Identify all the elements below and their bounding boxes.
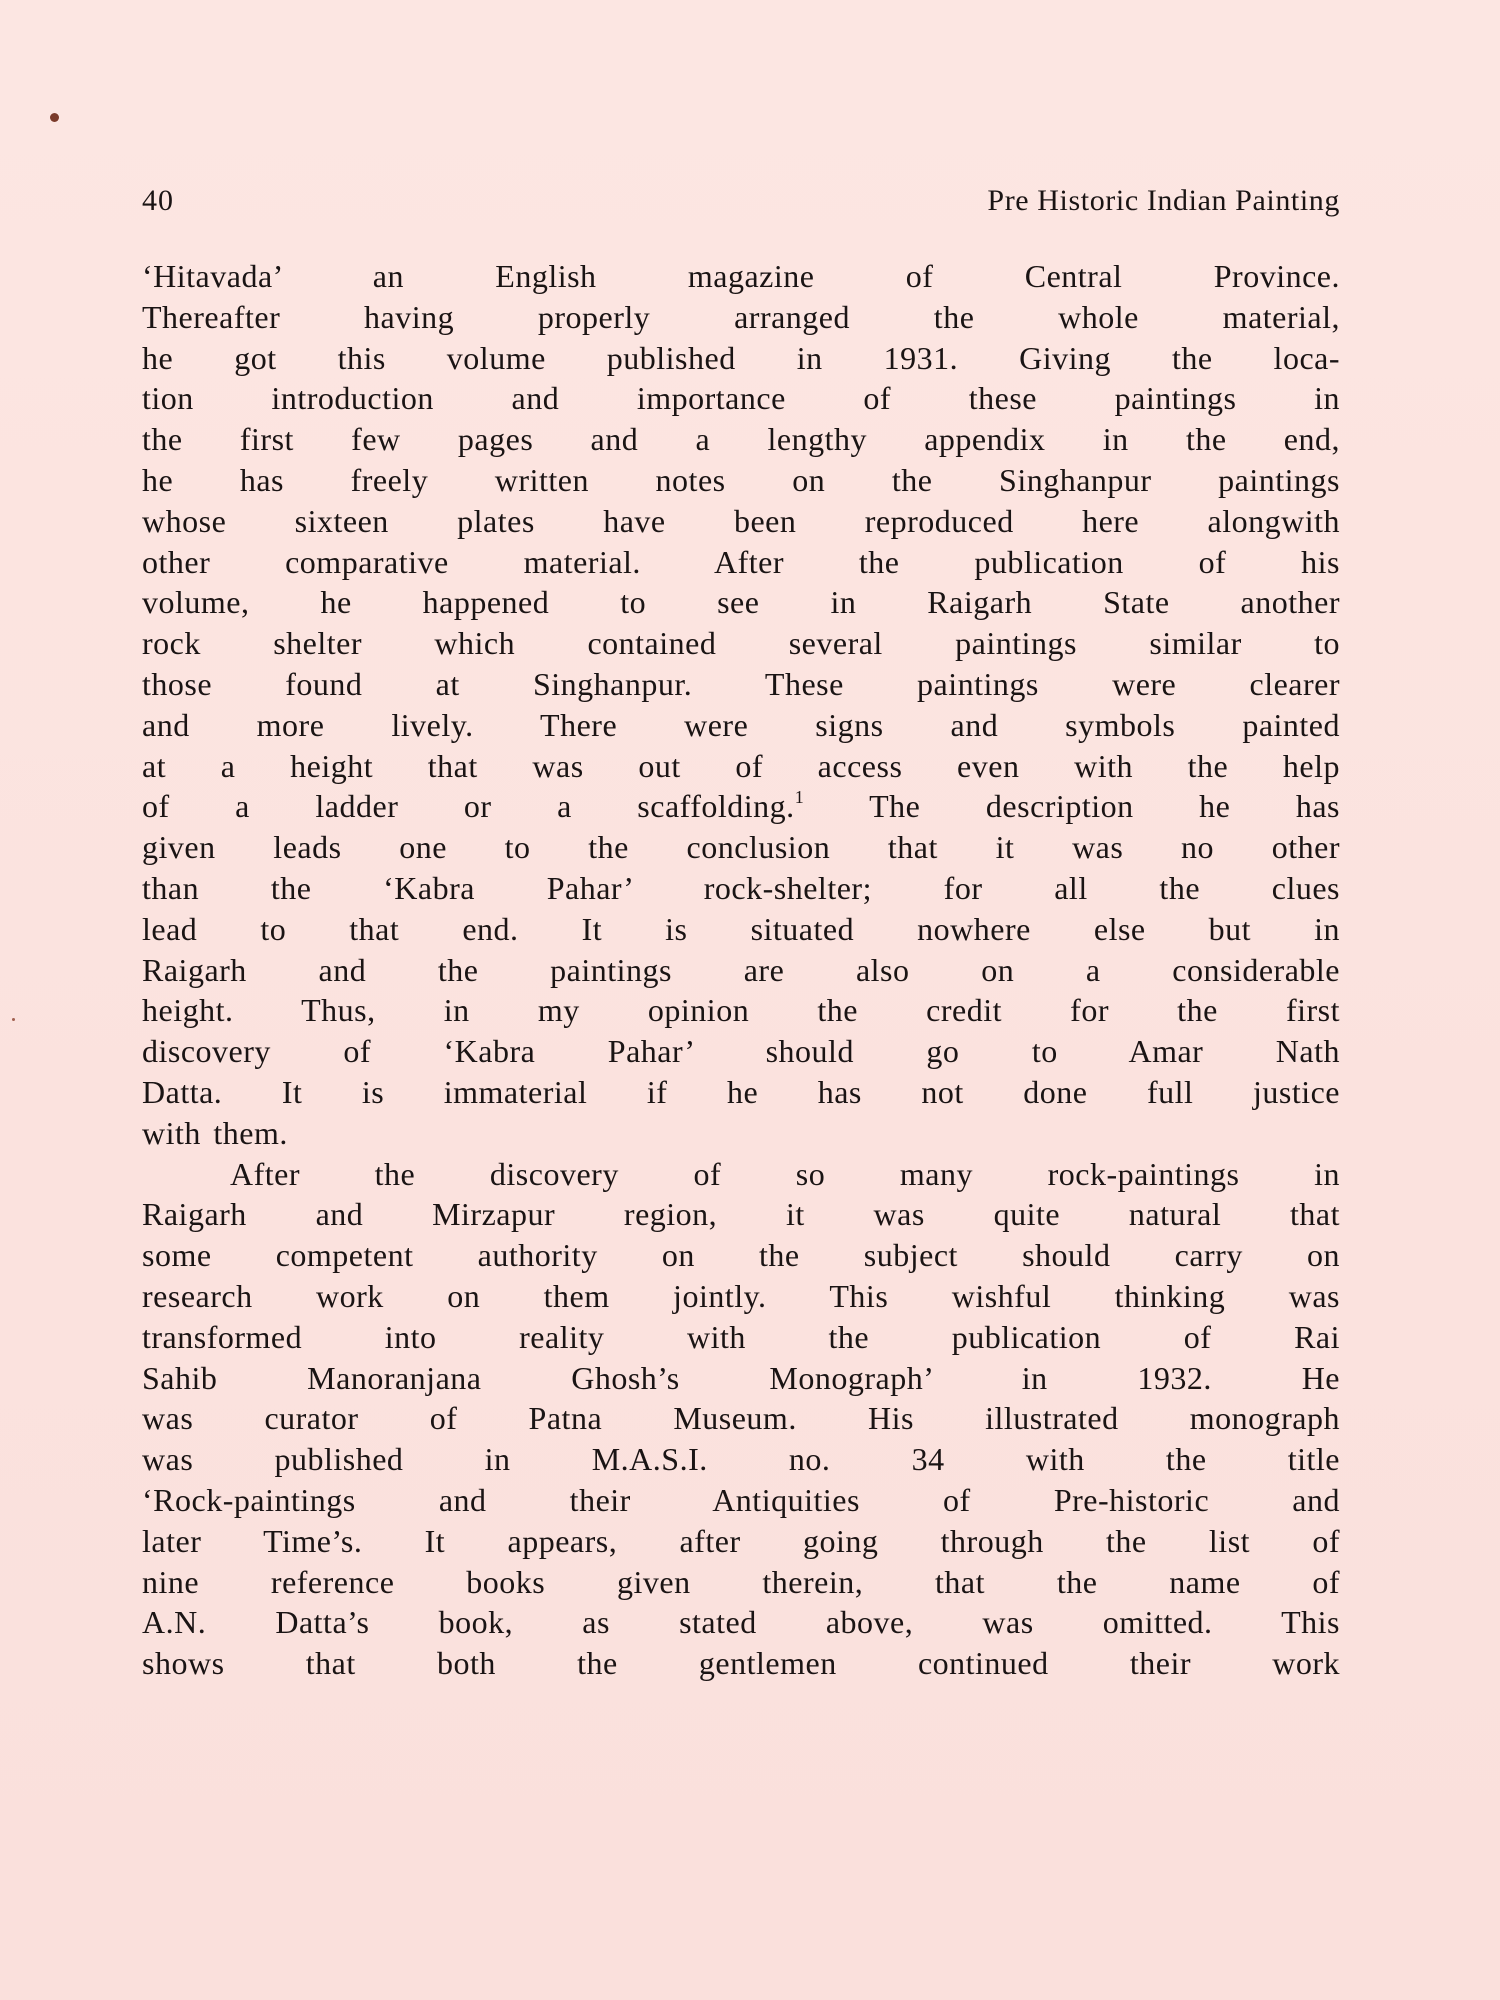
text-segment: The description he has [804,788,1341,825]
text-line: discovery of ‘Kabra Pahar’ should go to Amar Nath [142,1033,1340,1070]
text-line: than the ‘Kabra Pahar’ rock-shelter; for all the clues [142,869,1340,906]
text-line: rock shelter which contained several paintings similar to [142,625,1340,662]
text-line: other comparative material. After the publication of his [142,543,1340,580]
text-line-with-footnote [142,786,1340,827]
page-number: 40 [142,184,174,217]
text-line: After the discovery of so many rock-paintings in [230,1155,1340,1192]
text-line: was curator of Patna Museum. His illustrated monograph [142,1400,1340,1437]
text-line: tion introduction and importance of these paintings in [142,380,1340,417]
footnote-marker[interactable]: 1 [794,787,805,808]
text-line: research work on them jointly. This wishful thinking was [142,1277,1340,1314]
paragraph-2 [142,1154,1340,1684]
text-line: Raigarh and Mirzapur region, it was quite natural that [142,1196,1340,1233]
running-title: Pre Historic Indian Painting [987,184,1340,217]
text-line: transformed into reality with the publication of Rai [142,1318,1340,1355]
text-line: lead to that end. It is situated nowhere else but in [142,910,1340,947]
text-line: volume, he happened to see in Raigarh State another [142,584,1340,621]
text-line: shows that both the gentlemen continued their work [142,1645,1340,1682]
text-line: some competent authority on the subject should carry on [142,1237,1340,1274]
body-text [142,256,1340,1684]
text-line: ‘Hitavada’ an English magazine of Central Province. [142,258,1340,294]
text-line: Sahib Manoranjana Ghosh’s Monograph’ in 1932. He [142,1359,1340,1396]
ink-speck [12,1018,15,1021]
ink-speck [50,113,59,122]
text-line: the first few pages and a lengthy appendix in the end, [142,421,1340,458]
text-line: ‘Rock-paintings and their Antiquities of Pre-historic and [142,1481,1340,1518]
text-line: those found at Singhanpur. These paintings were clearer [142,665,1340,702]
text-line: given leads one to the conclusion that it was no other [142,829,1340,866]
text-line: and more lively. There were signs and symbols painted [142,706,1340,743]
page-header [142,181,1340,221]
text-line: Datta. It is immaterial if he has not done full justice [142,1073,1340,1110]
text-line: was published in M.A.S.I. no. 34 with the title [142,1441,1340,1478]
text-line: later Time’s. It appears, after going through the list of [142,1522,1340,1559]
text-line: he got this volume published in 1931. Giving the loca- [142,339,1340,376]
text-line: with them. [142,1114,288,1151]
text-segment: of a ladder or a scaffolding. [142,788,795,825]
text-line: A.N. Datta’s book, as stated above, was omitted. This [142,1604,1340,1641]
text-line: nine reference books given therein, that the name of [142,1563,1340,1600]
text-line: height. Thus, in my opinion the credit for the first [142,992,1340,1029]
text-line: Raigarh and the paintings are also on a considerable [142,951,1340,988]
text-line: he has freely written notes on the Singhanpur paintings [142,461,1340,498]
text-line: Thereafter having properly arranged the whole material, [142,298,1340,335]
text-line: whose sixteen plates have been reproduced here alongwith [142,502,1340,539]
paragraph-1 [142,256,1340,1154]
text-line: at a height that was out of access even with the help [142,747,1340,784]
